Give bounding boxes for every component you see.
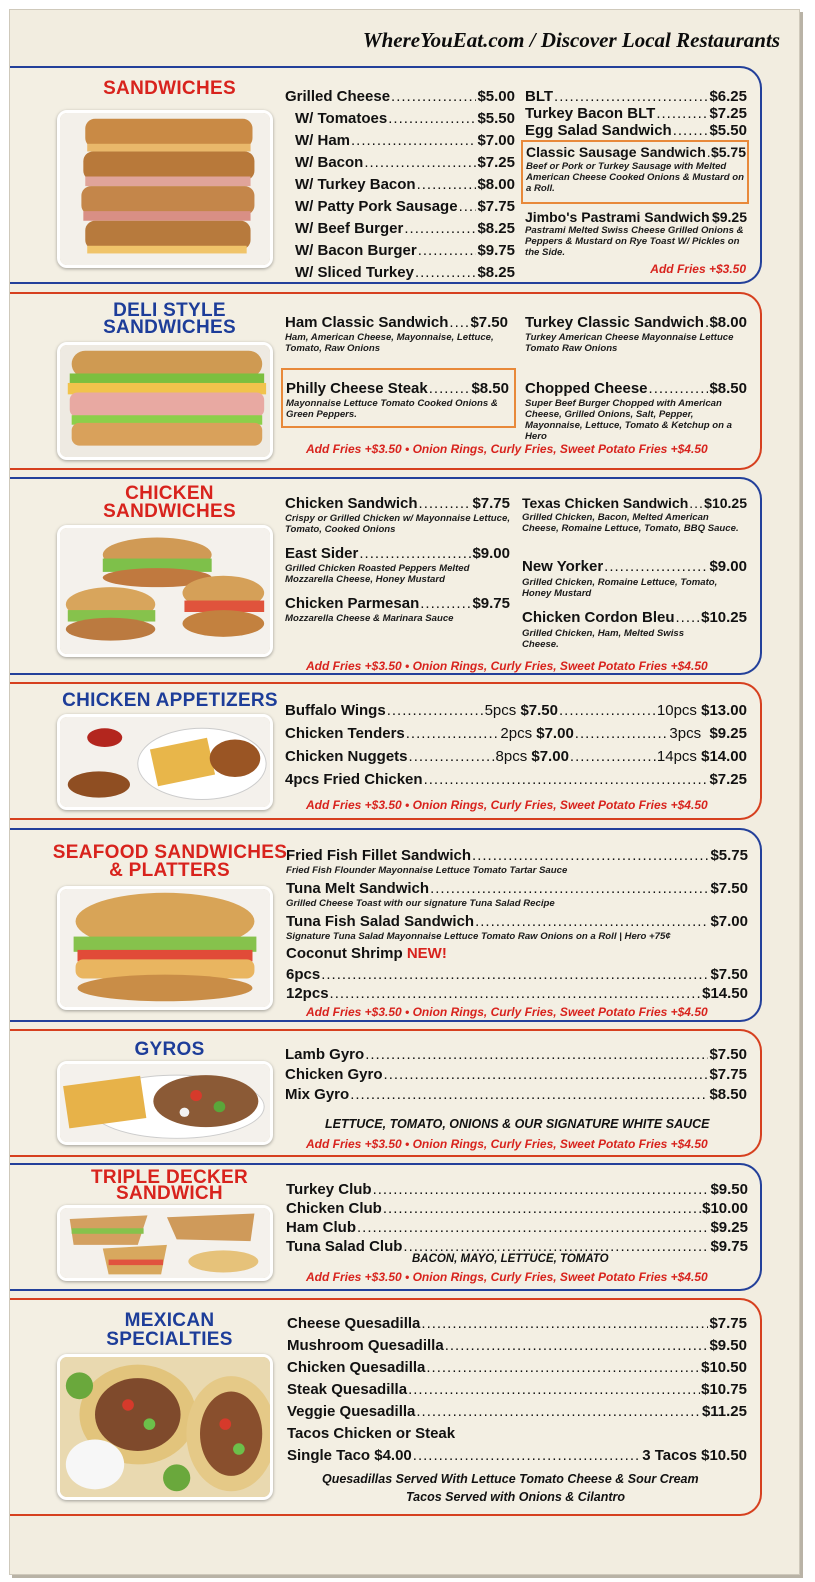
- add-fries-note: Add Fries +$3.50 • Onion Rings, Curly Fries, Sweet Potato Fries +$4.50: [306, 1137, 708, 1151]
- quesadilla-note: Quesadillas Served With Lettuce Tomato Cheese & Sour Cream: [322, 1472, 699, 1486]
- section-title-line2: & PLATTERS: [109, 860, 230, 881]
- menu-item: Buffalo Wings ..... 5pcs $7.50 ..... 10pcs $13.00: [285, 702, 747, 720]
- menu-item: Cheese Quesadilla ..... $7.75: [287, 1315, 747, 1333]
- seafood-section: [10, 828, 762, 1022]
- menu-item: Ham Club ..... $9.25: [286, 1219, 748, 1237]
- item-description: Mayonnaise Lettuce Tomato Cooked Onions & Green Peppers.: [286, 398, 498, 420]
- menu-item: W/ Bacon ..... $7.25: [295, 154, 515, 172]
- menu-item: Lamb Gyro ..... $7.50: [285, 1046, 747, 1064]
- item-description: Grilled Chicken, Bacon, Melted American Cheese, Romaine Lettuce, Tomato, BBQ Sauce.: [522, 512, 739, 534]
- gyros-section: [10, 1029, 762, 1157]
- menu-item: Classic Sausage Sandwich ..... $5.75: [526, 143, 746, 161]
- add-fries-note: Add Fries +$3.50 • Onion Rings, Curly Fries, Sweet Potato Fries +$4.50: [306, 1005, 708, 1019]
- menu-item: W/ Tomatoes ..... $5.50: [295, 110, 515, 128]
- item-description: Grilled Chicken Roasted Peppers Melted Mozzarella Cheese, Honey Mustard: [285, 563, 470, 585]
- mexican-section: [10, 1298, 762, 1516]
- triple-decker-section: [10, 1163, 762, 1291]
- menu-item: Turkey Bacon BLT ..... $7.25: [525, 105, 747, 123]
- menu-item: Tuna Melt Sandwich ..... $7.50: [286, 880, 748, 898]
- menu-item: Tuna Salad Club ..... $9.75: [286, 1238, 748, 1256]
- item-description: Grilled Chicken, Romaine Lettuce, Tomato, Honey Mustard: [522, 577, 718, 599]
- club-sandwich-photo: [57, 1205, 273, 1281]
- tacos-label: Tacos Chicken or Steak: [287, 1425, 456, 1442]
- menu-item: Fried Fish Fillet Sandwich ..... $5.75: [286, 847, 748, 865]
- add-fries-note: Add Fries +$3.50 • Onion Rings, Curly Fries, Sweet Potato Fries +$4.50: [306, 798, 708, 812]
- menu-item: East Sider ..... $9.00: [285, 545, 510, 563]
- menu-item: Single Taco $4.00 ..... 3 Tacos $10.50: [287, 1447, 747, 1465]
- menu-item: 6pcs ..... $7.50: [286, 966, 748, 984]
- menu-item: Steak Quesadilla ..... $10.75: [287, 1381, 747, 1399]
- section-title-line2: SANDWICH: [116, 1183, 223, 1204]
- menu-item: 4pcs Fried Chicken ..... $7.25: [285, 771, 747, 789]
- menu-item: W/ Sliced Turkey ..... $8.25: [295, 264, 515, 282]
- tacos-photo: [57, 1354, 273, 1500]
- menu-item: Egg Salad Sandwich ..... $5.50: [525, 122, 747, 140]
- item-description: Grilled Cheese Toast with our signature Tuna Salad Recipe: [286, 898, 555, 909]
- new-badge: NEW!: [406, 945, 447, 962]
- section-title-line1: DELI STYLE: [113, 300, 226, 321]
- menu-item: W/ Bacon Burger ..... $9.75: [295, 242, 515, 260]
- menu-item: Jimbo's Pastrami Sandwich ..... $9.25: [525, 208, 747, 226]
- coconut-shrimp-label: Coconut Shrimp NEW!: [286, 945, 447, 962]
- club-toppings-note: BACON, MAYO, LETTUCE, TOMATO: [412, 1253, 609, 1265]
- menu-item: Mix Gyro ..... $8.50: [285, 1086, 747, 1104]
- menu-item: New Yorker ..... $9.00: [522, 558, 747, 576]
- add-fries-note: Add Fries +$3.50 • Onion Rings, Curly Fries, Sweet Potato Fries +$4.50: [306, 659, 708, 673]
- menu-page: [9, 9, 800, 1575]
- item-description: Signature Tuna Salad Mayonnaise Lettuce Tomato Raw Onions on a Roll | Hero +75¢: [286, 931, 671, 942]
- menu-item: Texas Chicken Sandwich ..... $10.25: [522, 494, 747, 512]
- section-title-line1: CHICKEN: [125, 483, 214, 504]
- menu-item: BLT ..... $6.25: [525, 88, 747, 106]
- grilled-cheese-photo: [57, 110, 273, 268]
- gyro-toppings-note: LETTUCE, TOMATO, ONIONS & OUR SIGNATURE WHITE SAUCE: [325, 1117, 710, 1131]
- menu-item: W/ Turkey Bacon ..... $8.00: [295, 176, 515, 194]
- menu-item: Veggie Quesadilla ..... $11.25: [287, 1403, 747, 1421]
- item-description: Turkey American Cheese Mayonnaise Lettuce Tomato Raw Onions: [525, 332, 734, 354]
- chicken-sandwiches-section: [10, 477, 762, 675]
- section-title-line1: TRIPLE DECKER: [91, 1167, 248, 1188]
- menu-item: W/ Beef Burger ..... $8.25: [295, 220, 515, 238]
- menu-item: Chicken Nuggets ..... 8pcs $7.00 ..... 14pcs $14.00: [285, 748, 747, 766]
- item-description: Grilled Chicken, Ham, Melted Swiss Cheese.: [522, 628, 685, 650]
- chicken-appetizer-photo: [57, 714, 273, 810]
- menu-item: 12pcs ..... $14.50: [286, 985, 748, 1003]
- menu-item: Chicken Tenders ..... 2pcs $7.00 ..... 3pcs $9.25: [285, 725, 747, 743]
- section-title: GYROS: [134, 1039, 205, 1060]
- section-title: SANDWICHES: [103, 78, 236, 99]
- menu-item: W/ Ham ..... $7.00: [295, 132, 515, 150]
- add-fries-note: Add Fries +$3.50 • Onion Rings, Curly Fries, Sweet Potato Fries +$4.50: [306, 1270, 708, 1284]
- section-title-line1: SEAFOOD SANDWICHES: [52, 842, 288, 863]
- item-description: Fried Fish Flounder Mayonnaise Lettuce Tomato Tartar Sauce: [286, 865, 568, 876]
- chicken-sandwich-photo: [57, 525, 273, 657]
- menu-item: Chicken Quesadilla ..... $10.50: [287, 1359, 747, 1377]
- menu-item: Chicken Parmesan ..... $9.75: [285, 595, 510, 613]
- item-description: Mozzarella Cheese & Marinara Sauce: [285, 613, 454, 624]
- menu-item: W/ Patty Pork Sausage ..... $7.75: [295, 198, 515, 216]
- menu-item: Chicken Sandwich ..... $7.75: [285, 495, 510, 513]
- add-fries-note: Add Fries +$3.50 • Onion Rings, Curly Fries, Sweet Potato Fries +$4.50: [306, 442, 708, 456]
- sandwiches-section: [10, 66, 762, 284]
- gyro-photo: [57, 1061, 273, 1145]
- chicken-appetizers-section: [10, 682, 762, 820]
- menu-item: Grilled Cheese ..... $5.00: [285, 88, 515, 106]
- menu-item: Philly Cheese Steak ..... $8.50: [286, 380, 509, 398]
- item-description: Super Beef Burger Chopped with American Cheese, Grilled Onions, Salt, Pepper, Mayonnaise, Lettuce, Tomato & Ketchup on a Hero: [525, 398, 733, 442]
- menu-item: Chopped Cheese ..... $8.50: [525, 380, 747, 398]
- menu-item: Chicken Club ..... $10.00: [286, 1200, 748, 1218]
- item-description: Beef or Pork or Turkey Sausage with Melted American Cheese Cooked Onions & Mustard on a Roll.: [526, 161, 745, 194]
- add-fries-note: Add Fries +$3.50: [650, 262, 746, 276]
- section-title-line2: SANDWICHES: [103, 501, 236, 522]
- item-description: Crispy or Grilled Chicken w/ Mayonnaise Lettuce, Tomato, Cooked Onions: [285, 513, 510, 535]
- item-description: Pastrami Melted Swiss Cheese Grilled Onions & Peppers & Mustard on Rye Toast W/ Pickles on the Side.: [525, 225, 744, 258]
- menu-item: Ham Classic Sandwich ..... $7.50: [285, 314, 508, 332]
- item-description: Ham, American Cheese, Mayonnaise, Lettuce, Tomato, Raw Onions: [285, 332, 494, 354]
- menu-item: Tuna Fish Salad Sandwich ..... $7.00: [286, 913, 748, 931]
- menu-item: Turkey Classic Sandwich ..... $8.00: [525, 314, 747, 332]
- section-title-line1: MEXICAN: [124, 1310, 215, 1331]
- site-header: WhereYouEat.com / Discover Local Restaurants: [362, 28, 780, 52]
- menu-item: Chicken Cordon Bleu ..... $10.25: [522, 609, 747, 627]
- section-title: CHICKEN APPETIZERS: [62, 690, 278, 711]
- menu-item: Turkey Club ..... $9.50: [286, 1181, 748, 1199]
- tacos-note: Tacos Served with Onions & Cilantro: [406, 1490, 626, 1504]
- menu-item: Chicken Gyro ..... $7.75: [285, 1066, 747, 1084]
- section-title-line2: SANDWICHES: [103, 317, 236, 338]
- menu-item: Mushroom Quesadilla ..... $9.50: [287, 1337, 747, 1355]
- deli-section: [10, 292, 762, 470]
- deli-sub-photo: [57, 342, 273, 460]
- fish-sandwich-photo: [57, 886, 273, 1010]
- section-title-line2: SPECIALTIES: [106, 1329, 233, 1350]
